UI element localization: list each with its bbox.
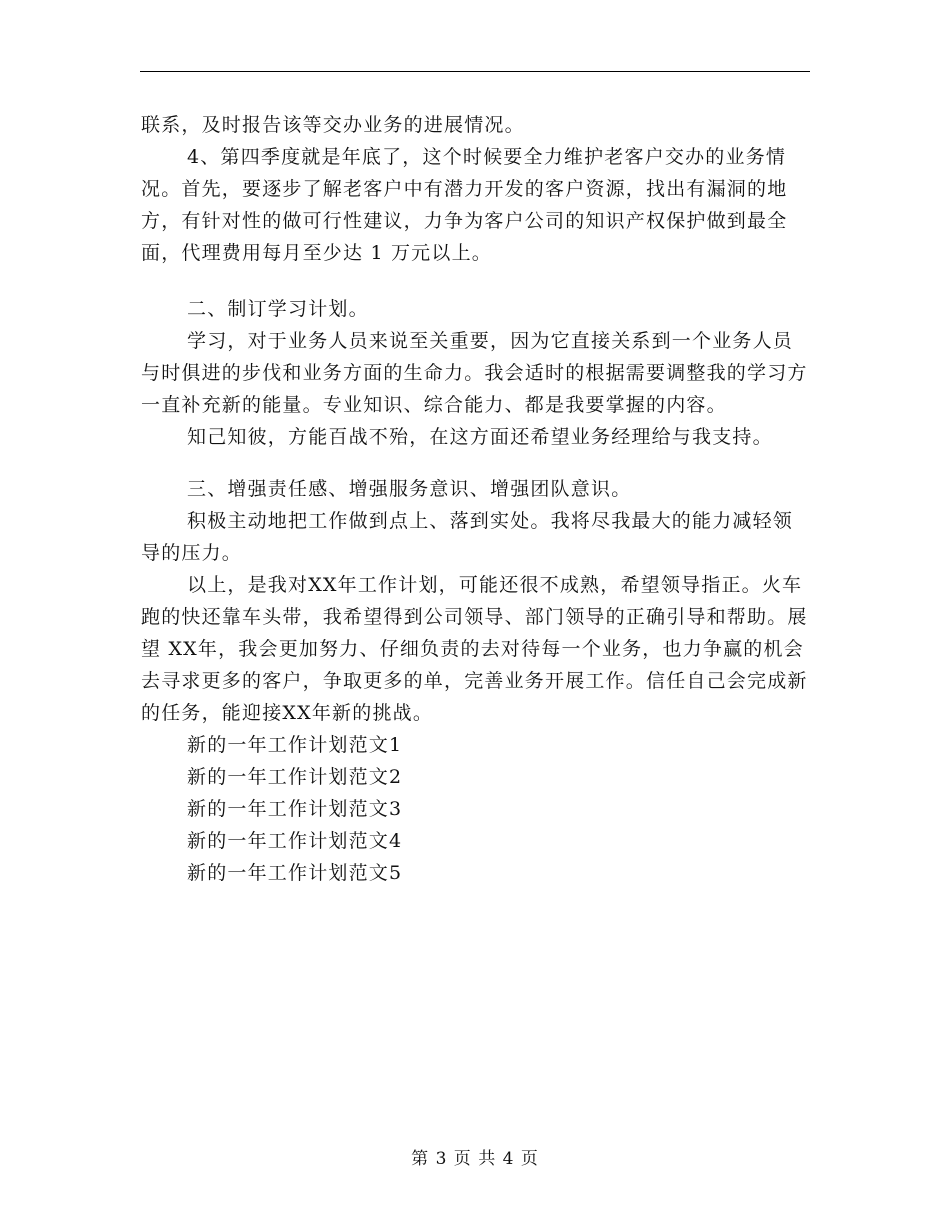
document-body: [141, 109, 813, 889]
list-item: 新的一年工作计划范文5: [187, 862, 403, 884]
paragraph-item-4: 4、第四季度就是年底了，这个时候要全力维护老客户交办的业务情况。首先，要逐步了解老客户中有潜力开发的客户资源，找出有漏洞的地方，有针对性的做可行性建议，力争为客户公司的知识产权保护做到最全面，代理费用每月至少达 1 万元以上。: [141, 146, 788, 264]
list-item: 新的一年工作计划范文3: [187, 798, 403, 820]
list-item: 新的一年工作计划范文1: [187, 734, 403, 756]
paragraph-study: 学习，对于业务人员来说至关重要，因为它直接关系到一个业务人员与时俱进的步伐和业务方面的生命力。我会适时的根据需要调整我的学习方一直补充新的能量。专业知识、综合能力、都是我要掌握的内容。: [141, 330, 808, 416]
header-rule: [140, 71, 810, 72]
list-item: 新的一年工作计划范文4: [187, 830, 403, 852]
page-number: 第 3 页 共 4 页: [411, 1149, 539, 1169]
paragraph-support: 知己知彼，方能百战不殆，在这方面还希望业务经理给与我支持。: [187, 426, 773, 448]
section-heading-3: 三、增强责任感、增强服务意识、增强团队意识。: [187, 478, 632, 500]
list-item: 新的一年工作计划范文2: [187, 766, 403, 788]
section-heading-2: 二、制订学习计划。: [187, 298, 369, 320]
paragraph-conclusion: 以上，是我对XX年工作计划，可能还很不成熟，希望领导指正。火车跑的快还靠车头带，我希望得到公司领导、部门领导的正确引导和帮助。展望 XX年，我会更加努力、仔细负责的去对待每一个业务，也力争赢的机会去寻求更多的客户，争取更多的单，完善业务开展工作。信任自己会完成新的任务，能迎接XX年新的挑战。: [141, 574, 808, 724]
paragraph-initiative: 积极主动地把工作做到点上、落到实处。我将尽我最大的能力减轻领导的压力。: [141, 510, 794, 564]
paragraph-continuation: 联系，及时报告该等交办业务的进展情况。: [141, 114, 525, 136]
